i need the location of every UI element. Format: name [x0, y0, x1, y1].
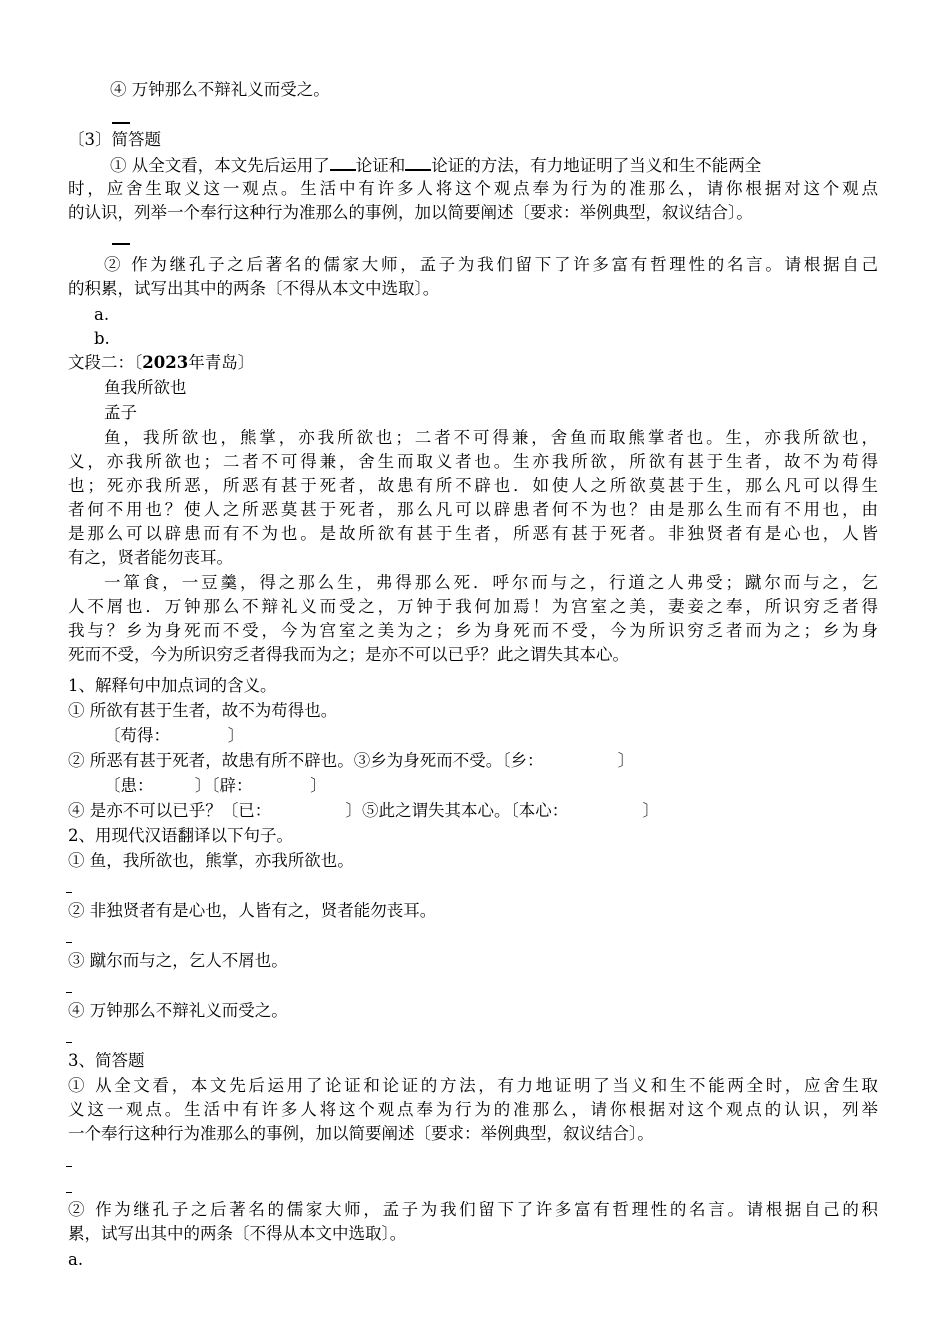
answer-line: [66, 1042, 72, 1043]
passage-line: 是那么可以辟患而有不为也。是故所欲有甚于生者，所恶有甚于死者。非独贤者有是心也，人皆: [68, 524, 878, 543]
passage-line: 者何不用也？使人之所恶莫甚于死者，那么凡可以辟患者何不为也？由是那么生而有不用也，由: [68, 500, 878, 519]
option-label: a.: [68, 1250, 84, 1269]
question-item: ② 非独贤者有是心也，人皆有之，贤者能勿丧耳。: [68, 901, 437, 920]
passage-line: 鱼，我所欲也，熊掌，亦我所欲也；二者不可得兼，舍鱼而取熊掌者也。生，亦我所欲也，: [104, 428, 878, 447]
question-fragment: 论证和: [355, 156, 406, 175]
answer-line: [66, 942, 72, 943]
answer-bracket: 〔患： 〕〔辟： 〕: [104, 776, 327, 795]
section-label: [68, 351, 254, 375]
question-text: ② 作为继孔子之后著名的儒家大师，孟子为我们留下了许多富有哲理性的名言。请根据自己: [104, 255, 878, 274]
question-item: ④ 是亦不可以已乎？〔已： 〕⑤此之谓失其本心。〔本心： 〕: [68, 801, 659, 820]
passage-author: 孟子: [104, 403, 137, 422]
question-item: ① 鱼，我所欲也，熊掌，亦我所欲也。: [68, 851, 354, 870]
passage-line: 我与？乡为身死而不受，今为宫室之美为之；乡为身死而不受，今为所识穷乏者而为之；乡为身: [68, 621, 878, 640]
section-label-text: 文段二：〔: [68, 353, 143, 372]
option-label: b.: [94, 329, 110, 348]
passage-line: 有之，贤者能勿丧耳。: [68, 548, 233, 567]
answer-bracket: 〔苟得： 〕: [104, 726, 245, 745]
question-item: ③ 蹴尔而与之，乞人不屑也。: [68, 951, 288, 970]
passage-line: 也；死亦我所恶，所恶有甚于死者，故患有所不辟也．如使人之所欲莫甚于生，那么凡可以得生: [68, 476, 878, 495]
question-item: ④ 万钟那么不辩礼义而受之。: [110, 80, 330, 99]
question-text: [110, 153, 761, 178]
question-text: 的积累，试写出其中的两条〔不得从本文中选取〕。: [68, 279, 440, 298]
answer-blank: [405, 153, 431, 171]
answer-line: [112, 122, 130, 124]
question-fragment: ① 从全文看，本文先后运用了: [110, 156, 330, 175]
section-label-text: 年青岛〕: [188, 353, 255, 372]
answer-line: [66, 992, 72, 993]
question-text: 累，试写出其中的两条〔不得从本文中选取〕。: [68, 1224, 407, 1243]
section-year: 2023: [142, 353, 189, 372]
question-item: ④ 万钟那么不辩礼义而受之。: [68, 1001, 288, 1020]
question-text: 义这一观点。生活中有许多人将这个观点奉为行为的准那么，请你根据对这个观点的认识，列举: [68, 1100, 878, 1119]
answer-line: [66, 1192, 72, 1193]
question-item: ② 所恶有甚于死者，故患有所不辟也。③乡为身死而不受。〔乡： 〕: [68, 751, 635, 770]
answer-line: [66, 1166, 72, 1167]
answer-line: [66, 892, 72, 893]
passage-line: 义，亦我所欲也；二者不可得兼，舍生而取义者也。生亦我所欲，所欲有甚于生者，故不为苟得: [68, 452, 878, 471]
passage-line: 一箪食，一豆羹，得之那么生，弗得那么死．呼尔而与之，行道之人弗受；蹴尔而与之，乞: [104, 573, 878, 592]
passage-line: 人不屑也．万钟那么不辩礼义而受之，万钟于我何加焉！为宫室之美，妻妾之奉，所识穷乏者得: [68, 597, 878, 616]
question-heading: 3、简答题: [68, 1051, 145, 1070]
question-text: 时，应舍生取义这一观点。生活中有许多人将这个观点奉为行为的准那么，请你根据对这个观点: [68, 179, 878, 198]
question-heading: 1、解释句中加点词的含义。: [68, 676, 277, 695]
option-label: a.: [94, 305, 110, 324]
passage-line: 死而不受，今为所识穷乏者得我而为之；是亦不可以已乎？此之谓失其本心。: [68, 645, 629, 664]
passage-title: 鱼我所欲也: [104, 378, 187, 397]
question-text: ① 从全文看，本文先后运用了论证和论证的方法，有力地证明了当义和生不能两全时，应舍生取: [68, 1076, 878, 1095]
question-heading: 2、用现代汉语翻译以下句子。: [68, 826, 293, 845]
answer-blank: [330, 153, 356, 171]
question-item: ① 所欲有甚于生者，故不为苟得也。: [68, 701, 338, 720]
answer-line: [112, 243, 130, 245]
question-text: 的认识，列举一个奉行这种行为准那么的事例，加以简要阐述〔要求：举例典型，叙议结合〕。: [68, 203, 753, 222]
question-text: 一个奉行这种行为准那么的事例，加以简要阐述〔要求：举例典型，叙议结合〕。: [68, 1124, 654, 1143]
question-fragment: 论证的方法，有力地证明了当义和生不能两全: [431, 156, 762, 175]
section-heading: 〔3〕简答题: [68, 130, 161, 149]
question-text: ② 作为继孔子之后著名的儒家大师，孟子为我们留下了许多富有哲理性的名言。请根据自己的积: [68, 1200, 878, 1219]
